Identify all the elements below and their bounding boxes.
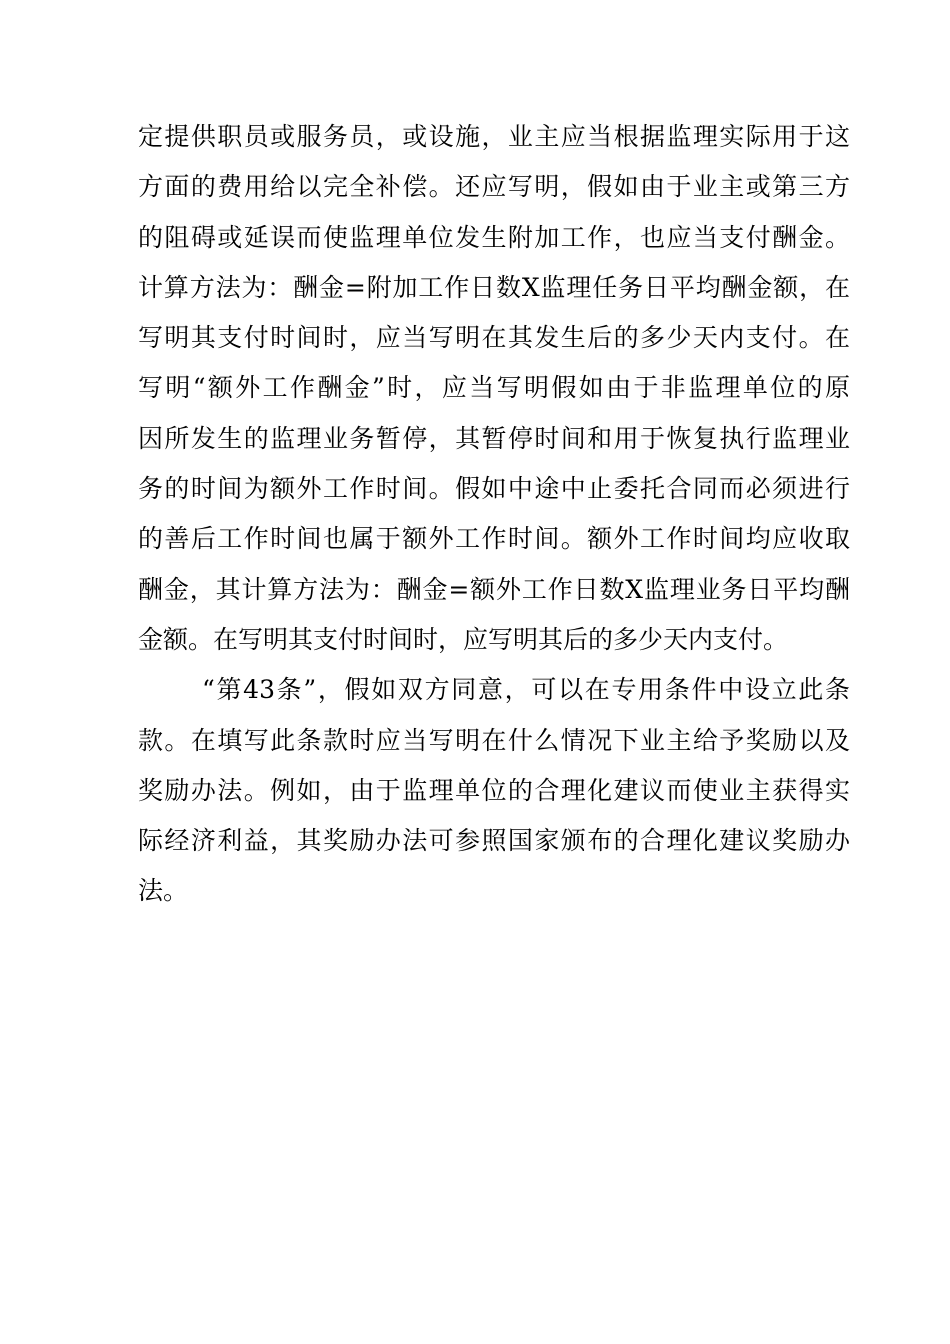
text-line: 酬金，其计算方法为：酬金=额外工作日数X监理业务日平均酬 — [138, 574, 850, 604]
text-line: 务的时间为额外工作时间。假如中途中止委托合同而必须进行 — [138, 474, 850, 504]
text-line: 际经济利益，其奖励办法可参照国家颁布的合理化建议奖励办 — [138, 826, 850, 856]
text-line: 奖励办法。例如，由于监理单位的合理化建议而使业主获得实 — [138, 775, 850, 805]
text-line: 的阻碍或延误而使监理单位发生附加工作，也应当支付酬金。 — [138, 222, 850, 252]
text-line: 金额。在写明其支付时间时，应写明其后的多少天内支付。 — [138, 624, 789, 654]
text-line: 写明“额外工作酬金”时，应当写明假如由于非监理单位的原 — [138, 373, 850, 403]
text-line: 定提供职员或服务员，或设施，业主应当根据监理实际用于这 — [138, 122, 850, 151]
text-line: 的善后工作时间也属于额外工作时间。额外工作时间均应收取 — [138, 524, 850, 554]
document-body — [138, 112, 850, 917]
text-line: “第43条”，假如双方同意，可以在专用条件中设立此条 — [202, 675, 850, 705]
paragraph-1 — [138, 112, 850, 665]
text-line: 计算方法为：酬金=附加工作日数X监理任务日平均酬金额，在 — [138, 272, 850, 302]
text-line: 法。 — [138, 876, 189, 906]
text-line: 因所发生的监理业务暂停，其暂停时间和用于恢复执行监理业 — [138, 423, 850, 453]
text-line: 方面的费用给以完全补偿。还应写明，假如由于业主或第三方 — [138, 172, 850, 202]
paragraph-2 — [138, 665, 850, 916]
text-line: 款。在填写此条款时应当写明在什么情况下业主给予奖励以及 — [138, 725, 850, 755]
text-line: 写明其支付时间时，应当写明在其发生后的多少天内支付。在 — [138, 323, 850, 353]
